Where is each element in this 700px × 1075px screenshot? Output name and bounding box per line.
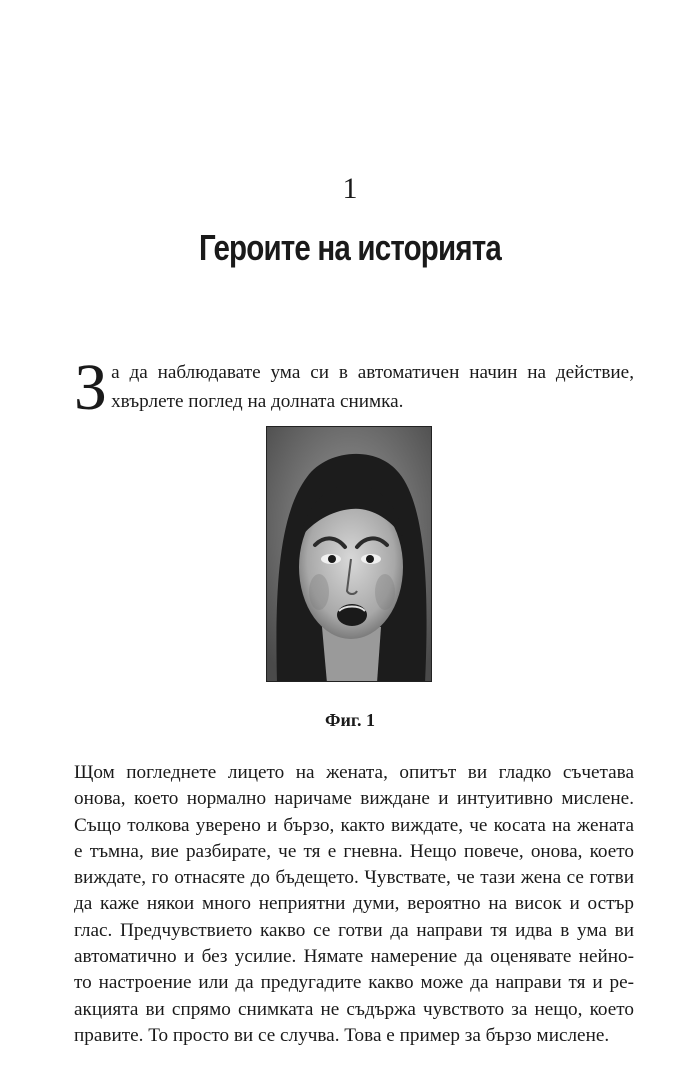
body-line: акцията ви спрямо снимката не съдържа чувството за нещо, което [74, 998, 634, 1020]
angry-woman-photo-illustration [267, 427, 432, 682]
body-line: да каже някои много неприятни думи, вероятно на висок и остър [74, 893, 634, 915]
body-line: глас. Предчувствието какво се готви да направи тя идва в ума ви [74, 919, 634, 941]
body-paragraph [74, 760, 634, 1049]
intro-line: хвърлете поглед на долната снимка. [111, 391, 404, 412]
body-line: Щом погледнете лицето на жената, опитът ви гладко съчетава [74, 762, 634, 783]
drop-cap: З [74, 351, 108, 424]
chapter-number: 1 [342, 172, 358, 205]
body-line: правите. То просто ви се случва. Това е пример за бързо мислене. [74, 1024, 610, 1046]
figure-caption: Фиг. 1 [325, 710, 375, 730]
intro-paragraph [74, 351, 634, 424]
body-line: е тъмна, вие разбирате, че тя е гневна. Нещо повече, онова, което [74, 840, 634, 862]
body-line: то настроение или да предугадите какво може да направи тя и ре- [74, 972, 634, 994]
body-line: автоматично и без усилие. Нямате намерение да оценявате нейно- [74, 946, 634, 968]
intro-line: а да наблюдавате ума си в автоматичен начин на действие, [111, 362, 634, 383]
chapter-title: Героите на историята [199, 227, 501, 268]
figure-photo [266, 426, 432, 682]
body-line: Също толкова уверено и бързо, както виждате, че косата на жената [74, 814, 634, 836]
body-line: виждате, го отнасяте до бъдещето. Чувствате, че тази жена се готви [74, 867, 634, 889]
body-line: онова, което нормално наричаме виждане и интуитивно мислене. [74, 788, 634, 810]
